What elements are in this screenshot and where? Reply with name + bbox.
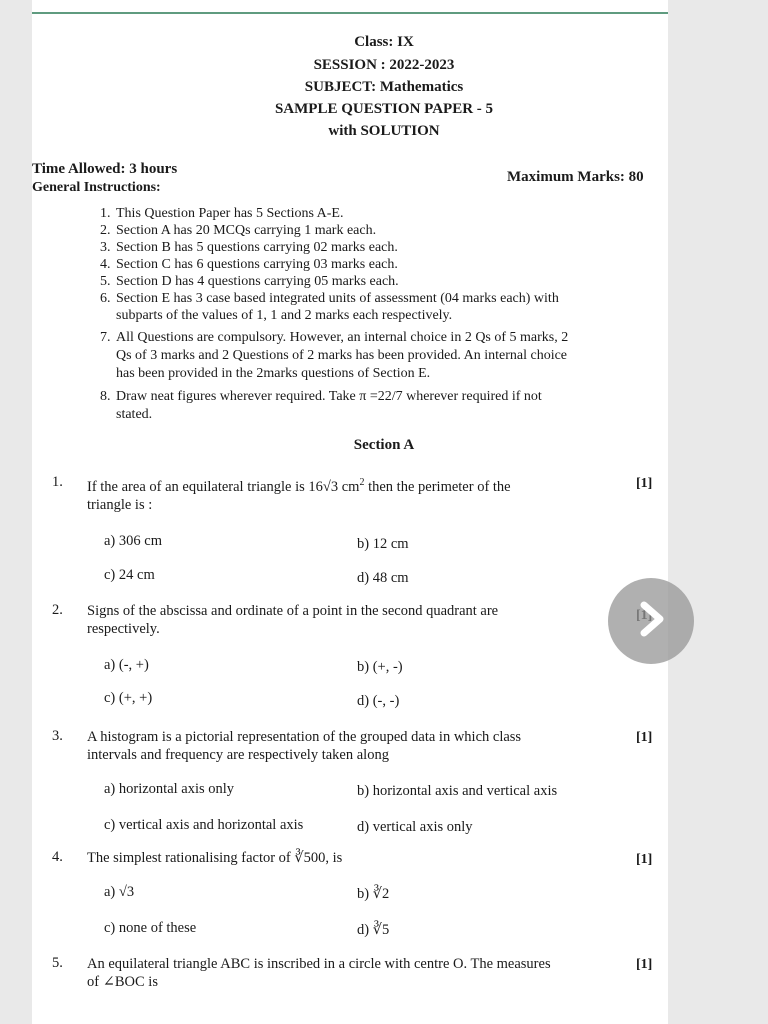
option-b: b) (+, -) [357, 659, 403, 675]
option-a: a) horizontal axis only [104, 781, 235, 797]
general-instructions-label: General Instructions: [32, 180, 161, 195]
instruction-item: 5. Section D has 4 questions carrying 05 marks each. [100, 274, 399, 289]
option-a: a) 306 cm [104, 533, 162, 549]
next-page-button[interactable] [608, 578, 694, 664]
option-d: d) vertical axis only [357, 819, 473, 835]
option-a: a) (-, +) [104, 657, 149, 673]
option-d: d) (-, -) [357, 693, 400, 709]
option-b: b) horizontal axis and vertical axis [357, 783, 558, 799]
option-b: b) ∛2 [357, 886, 390, 902]
instruction-item: 8. Draw neat figures wherever required. Take π =22/7 wherever required if not [100, 389, 542, 404]
instruction-continuation: subparts of the values of 1, 1 and 2 marks each respectively. [116, 308, 453, 323]
question-number: 5. [52, 955, 63, 971]
instruction-continuation: has been provided in the 2marks questions of Section E. [116, 366, 431, 381]
instruction-item: 7. All Questions are compulsory. However, an internal choice in 2 Qs of 5 marks, 2 [100, 330, 569, 345]
question-marks: [1] [636, 476, 653, 491]
question-marks: [1] [636, 852, 653, 867]
question-text: Signs of the abscissa and ordinate of a point in the second quadrant are respectively. [87, 603, 499, 637]
session-heading: SESSION : 2022-2023 [313, 57, 455, 73]
question-number: 3. [52, 728, 63, 744]
option-b: b) 12 cm [357, 536, 409, 552]
question-text: If the area of an equilateral triangle is 16√3 $cm^2$ then the perimeter of the triangle is : [87, 477, 511, 513]
question-number: 1. [52, 474, 63, 490]
maximum-marks: Maximum Marks: 80 [507, 169, 644, 185]
paper-heading: SAMPLE QUESTION PAPER - 5 [274, 101, 494, 117]
question-text: A histogram is a pictorial representation of the grouped data in which class intervals and frequency are respectively taken along [87, 729, 522, 763]
instruction-item: 4. Section C has 6 questions carrying 03 marks each. [100, 257, 398, 272]
question-marks: [1] [636, 730, 653, 745]
option-c: c) (+, +) [104, 690, 153, 706]
instruction-item: 3. Section B has 5 questions carrying 02 marks each. [100, 240, 398, 255]
option-d: d) 48 cm [357, 570, 409, 586]
question-number: 4. [52, 849, 63, 865]
question-number: 2. [52, 602, 63, 618]
chevron-right-icon [634, 599, 668, 644]
solution-heading: with SOLUTION [328, 123, 440, 139]
instruction-continuation: stated. [116, 407, 153, 422]
option-c: c) 24 cm [104, 567, 155, 583]
option-d: d) ∛5 [357, 922, 390, 938]
question-marks: [1] [636, 957, 653, 972]
instruction-item: 1. This Question Paper has 5 Sections A-E. [100, 206, 344, 221]
option-a: a) √3 [104, 884, 135, 900]
instruction-item: 2. Section A has 20 MCQs carrying 1 mark each. [100, 223, 377, 238]
time-allowed: Time Allowed: 3 hours [32, 161, 178, 177]
class-heading: Class: IX [354, 34, 414, 50]
option-c: c) vertical axis and horizontal axis [104, 817, 304, 833]
instruction-continuation: Qs of 3 marks and 2 Questions of 2 marks has been provided. An internal choice [116, 348, 568, 363]
section-title: Section A [353, 437, 415, 453]
question-text: An equilateral triangle ABC is inscribed in a circle with centre O. The measures of ∠BOC is [87, 956, 551, 990]
instruction-item: 6. Section E has 3 case based integrated units of assessment (04 marks each) with [100, 291, 559, 306]
subject-heading: SUBJECT: Mathematics [304, 79, 464, 95]
question-text: The simplest rationalising factor of ∛500, is [87, 850, 343, 866]
option-c: c) none of these [104, 920, 197, 936]
